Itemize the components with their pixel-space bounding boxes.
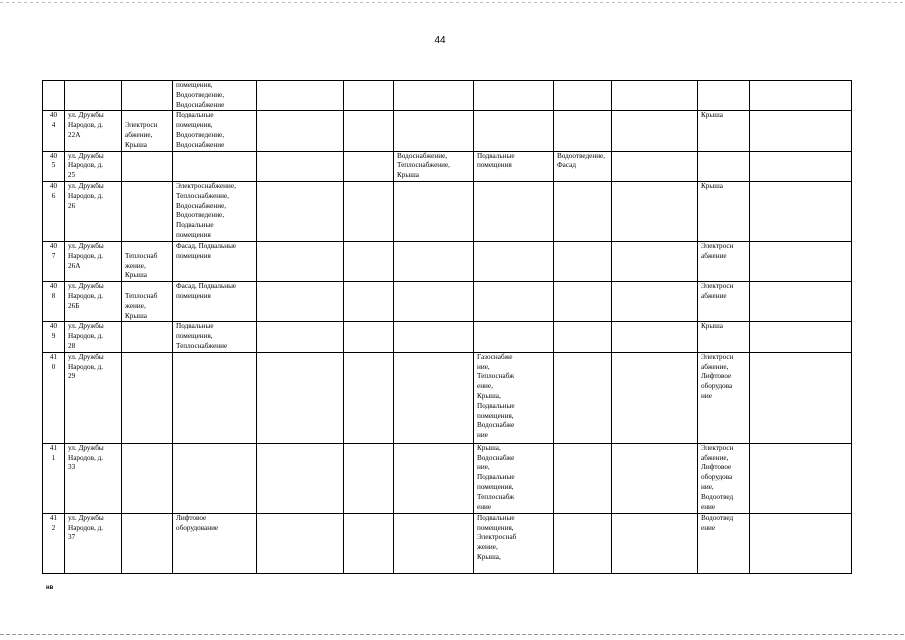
table-cell-address: ул. Дружбы Народов, д. 25	[65, 151, 122, 181]
table-cell-c5	[394, 181, 474, 241]
table-cell-c6: Газоснабже ние, Теплоснабж ение, Крыша, Подвальные помещения, Водоснабже ние	[474, 352, 554, 443]
table-cell-address: ул. Дружбы Народов, д. 26	[65, 181, 122, 241]
table-cell-c1	[122, 443, 173, 513]
table-cell-c8	[612, 322, 698, 352]
table-cell-c5: Водоснабжение, Теплоснабжение, Крыша	[394, 151, 474, 181]
table-cell-c9: Электросн абжение, Лифтовое оборудова ние	[698, 352, 750, 443]
table-cell-c5	[394, 352, 474, 443]
table-cell-address: ул. Дружбы Народов, д. 28	[65, 322, 122, 352]
table-cell-address: ул. Дружбы Народов, д. 29	[65, 352, 122, 443]
table-cell-c8	[612, 181, 698, 241]
table-cell-c10	[750, 352, 852, 443]
table-cell-num	[43, 81, 65, 111]
table-cell-c4	[344, 322, 394, 352]
table-cell-c3	[257, 322, 344, 352]
table-cell-num: 40 6	[43, 181, 65, 241]
table-cell-c3	[257, 81, 344, 111]
table-cell-c9	[698, 151, 750, 181]
table-cell-num: 41 1	[43, 443, 65, 513]
table-cell-c8	[612, 111, 698, 151]
top-scan-line	[0, 2, 905, 3]
table-cell-c4	[344, 443, 394, 513]
table-cell-c5	[394, 322, 474, 352]
table-row	[43, 322, 852, 352]
table-cell-c1	[122, 151, 173, 181]
table-cell-c4	[344, 282, 394, 322]
table-cell-c6: Подвальные помещения, Электроснаб жение, Крыша,	[474, 513, 554, 573]
table-cell-c5	[394, 443, 474, 513]
table-row	[43, 241, 852, 281]
table-cell-c5	[394, 111, 474, 151]
table-cell-c9: Крыша	[698, 181, 750, 241]
table-row	[43, 282, 852, 322]
table-cell-c4	[344, 151, 394, 181]
table-cell-num: 40 5	[43, 151, 65, 181]
table-cell-c9: Крыша	[698, 111, 750, 151]
table-row	[43, 181, 852, 241]
table-cell-address: ул. Дружбы Народов, д. 37	[65, 513, 122, 573]
table-row	[43, 81, 852, 111]
table-cell-c3	[257, 513, 344, 573]
table-cell-c9: Крыша	[698, 322, 750, 352]
table-cell-c2: Фасад, Подвальные помещения	[173, 282, 257, 322]
table-cell-c8	[612, 513, 698, 573]
table-row	[43, 151, 852, 181]
table-cell-c6: Подвальные помещения	[474, 151, 554, 181]
table-cell-c10	[750, 111, 852, 151]
table-cell-c7	[554, 81, 612, 111]
table-cell-c6	[474, 81, 554, 111]
table-cell-address	[65, 81, 122, 111]
table-cell-c10	[750, 181, 852, 241]
table-cell-c2	[173, 151, 257, 181]
table-cell-c10	[750, 513, 852, 573]
table-row	[43, 513, 852, 573]
table-cell-c1	[122, 352, 173, 443]
table-cell-c6	[474, 111, 554, 151]
table-cell-c10	[750, 282, 852, 322]
table-cell-c8	[612, 282, 698, 322]
table-cell-c10	[750, 81, 852, 111]
table-cell-c4	[344, 352, 394, 443]
table-cell-c2: Лифтовое оборудование	[173, 513, 257, 573]
table-cell-c9: Электросн абжение, Лифтовое оборудова ние, Водоотвед ение	[698, 443, 750, 513]
table-cell-c1	[122, 513, 173, 573]
table-cell-c3	[257, 241, 344, 281]
table-cell-c6: Крыша, Водоснабже ние, Подвальные помещения, Теплоснабж ение	[474, 443, 554, 513]
table-cell-c3	[257, 352, 344, 443]
table-cell-c3	[257, 111, 344, 151]
table-cell-c6	[474, 181, 554, 241]
table-cell-address: ул. Дружбы Народов, д. 33	[65, 443, 122, 513]
table-row	[43, 352, 852, 443]
table-cell-c1	[122, 322, 173, 352]
table-cell-c1: Электросн абжение, Крыша	[122, 111, 173, 151]
table-cell-address: ул. Дружбы Народов, д. 26А	[65, 241, 122, 281]
table-cell-c2: Подвальные помещения, Водоотведение, Водоснабжение	[173, 111, 257, 151]
table-cell-c6	[474, 322, 554, 352]
table-cell-c9: Водоотвед ение	[698, 513, 750, 573]
table-cell-c3	[257, 443, 344, 513]
table-cell-c5	[394, 241, 474, 281]
table-cell-address: ул. Дружбы Народов, д. 22А	[65, 111, 122, 151]
table-cell-c2: Фасад, Подвальные помещения	[173, 241, 257, 281]
table-cell-c1: Теплоснаб жение, Крыша	[122, 241, 173, 281]
table-cell-c2	[173, 443, 257, 513]
table-cell-c1: Теплоснаб жение, Крыша	[122, 282, 173, 322]
table-cell-c7	[554, 322, 612, 352]
table-cell-c7	[554, 513, 612, 573]
table-row	[43, 111, 852, 151]
table-cell-c5	[394, 81, 474, 111]
table-cell-c3	[257, 181, 344, 241]
table-cell-c5	[394, 513, 474, 573]
table-cell-c4	[344, 181, 394, 241]
table-cell-c10	[750, 443, 852, 513]
table-cell-c8	[612, 81, 698, 111]
table-cell-num: 41 2	[43, 513, 65, 573]
page-number: 44	[434, 35, 446, 46]
table-cell-c3	[257, 282, 344, 322]
table-cell-c1	[122, 181, 173, 241]
table-cell-c2: Электроснабжение, Теплоснабжение, Водоснабжение, Водоотведение, Подвальные помещения	[173, 181, 257, 241]
table-cell-c2: помещения, Водоотведение, Водоснабжение	[173, 81, 257, 111]
table-cell-c5	[394, 282, 474, 322]
table-cell-address: ул. Дружбы Народов, д. 26Б	[65, 282, 122, 322]
table-cell-c3	[257, 151, 344, 181]
table-cell-c7	[554, 443, 612, 513]
table-cell-c6	[474, 282, 554, 322]
table-cell-c10	[750, 151, 852, 181]
table-cell-c6	[474, 241, 554, 281]
table-cell-c4	[344, 111, 394, 151]
table-cell-c7	[554, 241, 612, 281]
table-cell-c4	[344, 513, 394, 573]
table-cell-c2	[173, 352, 257, 443]
table-cell-c7: Водоотведение, Фасад	[554, 151, 612, 181]
table-cell-c7	[554, 181, 612, 241]
repair-schedule-table	[42, 80, 852, 574]
table-cell-c8	[612, 352, 698, 443]
table-cell-num: 40 7	[43, 241, 65, 281]
table-cell-c2: Подвальные помещения, Теплоснабжение	[173, 322, 257, 352]
table-row	[43, 443, 852, 513]
table-cell-c9: Электросн абжение	[698, 241, 750, 281]
footer-mark: нв	[46, 585, 54, 591]
table-cell-num: 40 9	[43, 322, 65, 352]
table-cell-c9: Электросн абжение	[698, 282, 750, 322]
table-cell-num: 40 8	[43, 282, 65, 322]
table-cell-c8	[612, 443, 698, 513]
table-cell-c4	[344, 81, 394, 111]
table-cell-c4	[344, 241, 394, 281]
table-cell-c9	[698, 81, 750, 111]
table-cell-c8	[612, 241, 698, 281]
table-cell-c8	[612, 151, 698, 181]
table-cell-c10	[750, 322, 852, 352]
table-cell-c10	[750, 241, 852, 281]
bottom-scan-line	[0, 634, 905, 635]
table-cell-c7	[554, 111, 612, 151]
table-cell-c7	[554, 282, 612, 322]
table-cell-c7	[554, 352, 612, 443]
table-cell-c1	[122, 81, 173, 111]
table-cell-num: 40 4	[43, 111, 65, 151]
table-cell-num: 41 0	[43, 352, 65, 443]
